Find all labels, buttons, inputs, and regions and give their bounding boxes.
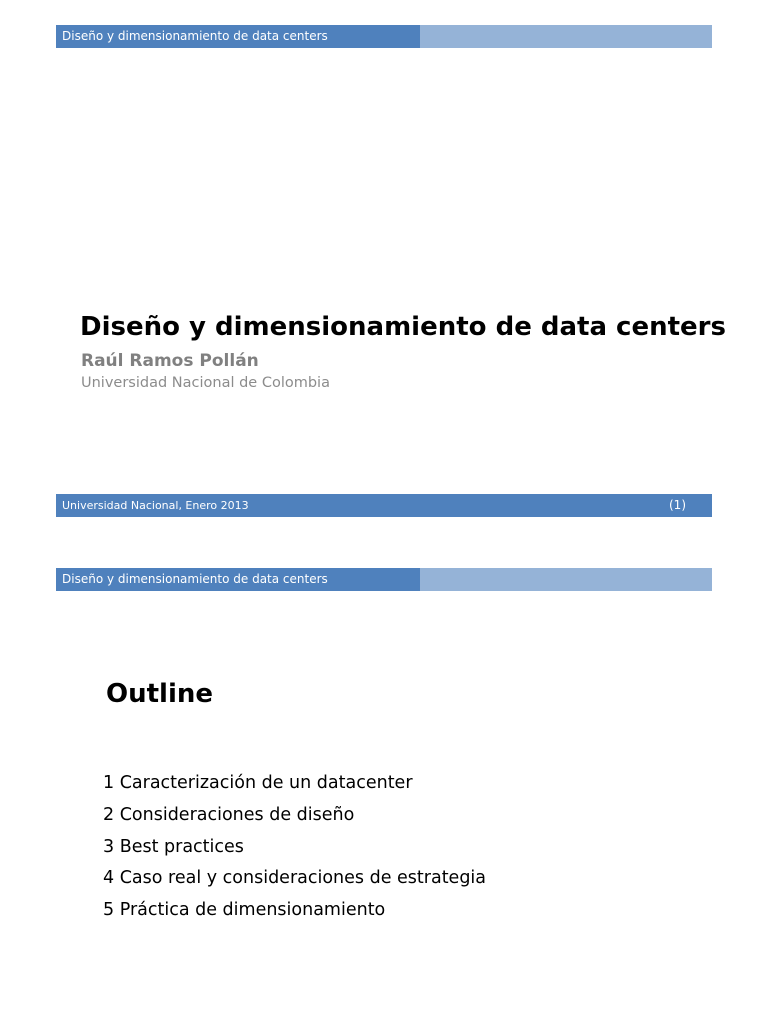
outline-item: 4 Caso real y consideraciones de estrategia: [103, 868, 487, 889]
slide-footer-bar: [56, 494, 712, 517]
outline-item: 1 Caracterización de un datacenter: [103, 773, 413, 793]
outline-item: 3 Best practices: [103, 836, 244, 857]
author-name: Raúl Ramos Pollán: [81, 351, 259, 371]
institution-name: Universidad Nacional de Colombia: [81, 375, 330, 391]
slide-header-text: Diseño y dimensionamiento de data centers: [56, 568, 420, 591]
slide-header-text: Diseño y dimensionamiento de data centers: [56, 25, 420, 48]
outline-item: 2 Consideraciones de diseño: [103, 804, 355, 825]
outline-title: Outline: [106, 679, 214, 709]
outline-item: 5 Práctica de dimensionamiento: [103, 900, 386, 921]
slide-header-accent: [420, 25, 712, 48]
page-number: (1): [669, 498, 686, 512]
outline-slide: [0, 543, 768, 1024]
outline-list: [103, 771, 486, 930]
slide-header-bar: [56, 568, 712, 591]
footer-text: Universidad Nacional, Enero 2013: [62, 499, 249, 512]
slide-header-bar: [56, 25, 712, 48]
presentation-title: Diseño y dimensionamiento de data centers: [80, 312, 726, 342]
slide-header-accent: [420, 568, 712, 591]
